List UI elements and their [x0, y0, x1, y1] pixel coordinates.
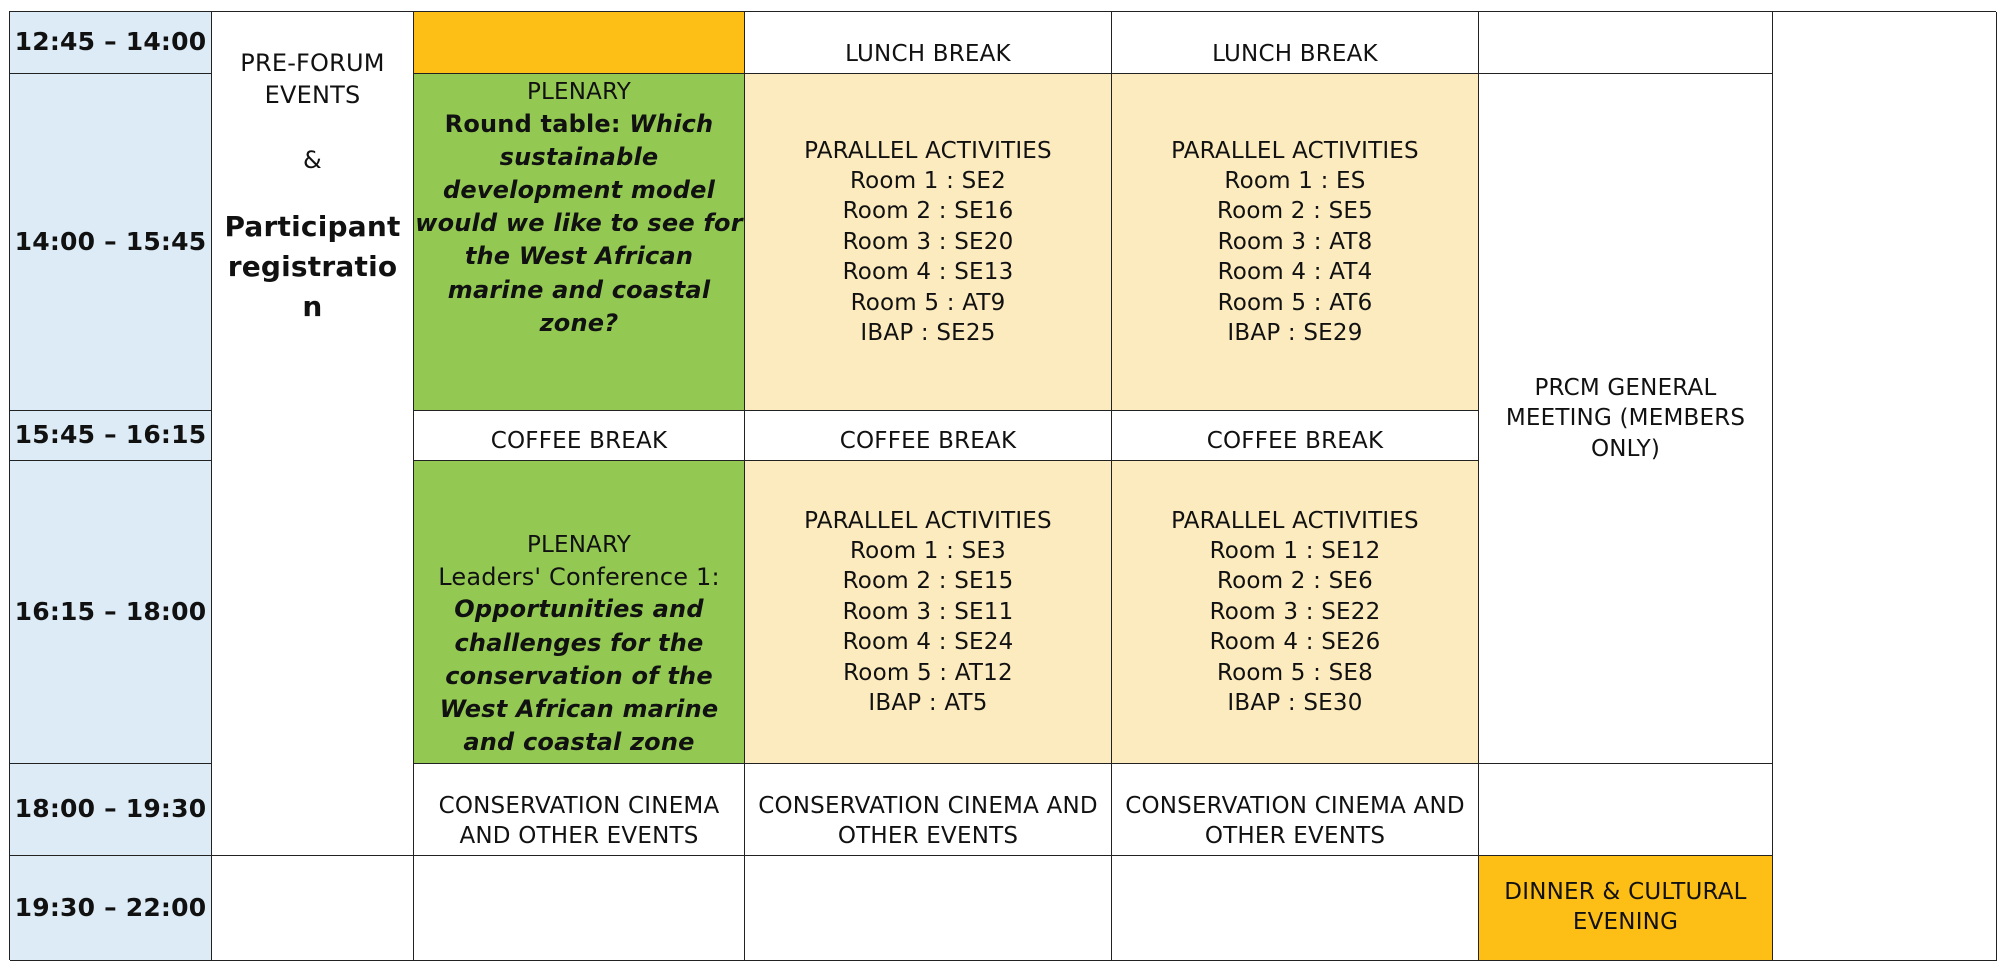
room-assignment: Room 4 : SE24	[842, 629, 1014, 656]
plenary-topic-line: marine and coastal	[447, 275, 711, 304]
plenary-topic-line: zone?	[539, 308, 619, 337]
room-assignment: Room 2 : SE15	[842, 568, 1014, 595]
pre-forum-cell	[212, 12, 414, 856]
room-assignment: Room 3 : SE22	[1209, 598, 1381, 625]
time-slot	[10, 12, 212, 74]
dinner-cell	[1479, 856, 1773, 961]
dinner-label: DINNER & CULTURAL	[1504, 879, 1747, 906]
time-slot	[10, 461, 212, 764]
parallel-title: PARALLEL ACTIVITIES	[804, 137, 1052, 164]
plenary-topic-line: Which	[629, 110, 714, 139]
schedule-grid	[9, 11, 1996, 960]
cinema-label: AND OTHER EVENTS	[459, 823, 699, 850]
parallel-activities-cell	[745, 74, 1112, 411]
cinema-label: OTHER EVENTS	[1204, 823, 1386, 850]
pre-forum-title: EVENTS	[264, 80, 361, 109]
coffee-break-label: COFFEE BREAK	[490, 428, 668, 455]
time-slot	[10, 856, 212, 961]
room-assignment: Room 4 : AT4	[1217, 259, 1373, 286]
lunch-break-cell	[745, 12, 1112, 74]
lunch-break-label: LUNCH BREAK	[1212, 41, 1378, 68]
time-label: 19:30 – 22:00	[14, 892, 207, 922]
cinema-label: CONSERVATION CINEMA AND	[758, 793, 1098, 820]
room-assignment: Room 3 : AT8	[1217, 228, 1373, 255]
empty-cell	[745, 856, 1112, 961]
parallel-activities-cell	[1112, 461, 1479, 764]
general-meeting-label: ONLY)	[1590, 435, 1661, 462]
room-assignment: Room 5 : AT6	[1217, 289, 1373, 316]
registration-label: n	[302, 290, 323, 324]
room-assignment: Room 1 : SE3	[850, 538, 1006, 565]
coffee-break-cell	[414, 411, 745, 461]
room-assignment: IBAP : AT5	[868, 689, 988, 716]
room-assignment: Room 2 : SE6	[1217, 568, 1373, 595]
coffee-break-cell	[745, 411, 1112, 461]
time-slot	[10, 411, 212, 461]
plenary-topic-line: conservation of the	[445, 661, 713, 690]
plenary-topic-line: would we like to see for	[415, 209, 743, 238]
room-assignment: Room 3 : SE20	[842, 228, 1014, 255]
time-slot	[10, 74, 212, 411]
cinema-label: CONSERVATION CINEMA	[438, 793, 720, 820]
room-assignment: IBAP : SE29	[1227, 319, 1363, 346]
highlight-cell	[414, 12, 745, 74]
plenary-topic-line: Opportunities and	[454, 595, 704, 624]
coffee-break-cell	[1112, 411, 1479, 461]
time-label: 14:00 – 15:45	[14, 226, 207, 256]
general-meeting-label: PRCM GENERAL	[1534, 374, 1717, 401]
plenary-topic-line: development model	[442, 176, 716, 205]
parallel-activities-cell	[745, 461, 1112, 764]
room-assignment: Room 1 : ES	[1224, 168, 1366, 195]
ampersand: &	[303, 146, 322, 175]
parallel-title: PARALLEL ACTIVITIES	[804, 507, 1052, 534]
general-meeting-label: MEETING (MEMBERS	[1505, 405, 1746, 432]
room-assignment: Room 4 : SE13	[842, 259, 1014, 286]
coffee-break-label: COFFEE BREAK	[839, 428, 1017, 455]
plenary-topic-line: West African marine	[439, 694, 719, 723]
plenary-prefix: Round table:	[444, 110, 630, 139]
plenary-topic-line: sustainable	[499, 143, 659, 172]
lunch-break-cell	[1112, 12, 1479, 74]
general-meeting-cell	[1479, 74, 1773, 764]
plenary-title: PLENARY	[526, 532, 632, 559]
time-label: 12:45 – 14:00	[14, 27, 207, 57]
room-assignment: Room 4 : SE26	[1209, 629, 1381, 656]
time-label: 16:15 – 18:00	[14, 596, 207, 626]
empty-cell	[1479, 764, 1773, 856]
room-assignment: Room 5 : AT9	[850, 289, 1006, 316]
room-assignment: Room 5 : AT12	[843, 659, 1013, 686]
plenary-title: PLENARY	[526, 79, 632, 105]
plenary-topic-line: and coastal zone	[463, 727, 695, 756]
time-label: 18:00 – 19:30	[14, 794, 207, 824]
registration-label: registratio	[227, 249, 398, 283]
plenary-leaders-cell	[414, 461, 745, 764]
room-assignment: Room 1 : SE12	[1209, 538, 1381, 565]
plenary-topic-line: the West African	[464, 242, 694, 271]
plenary-roundtable-cell	[414, 74, 745, 411]
coffee-break-label: COFFEE BREAK	[1206, 428, 1384, 455]
plenary-subtitle: Leaders' Conference 1:	[438, 563, 720, 592]
dinner-label: EVENING	[1572, 909, 1679, 935]
parallel-title: PARALLEL ACTIVITIES	[1171, 137, 1419, 164]
room-assignment: Room 5 : SE8	[1217, 659, 1373, 686]
cinema-cell	[1112, 764, 1479, 856]
time-slot	[10, 764, 212, 856]
cinema-label: OTHER EVENTS	[837, 823, 1019, 850]
empty-cell	[1479, 12, 1773, 74]
room-assignment: Room 2 : SE5	[1217, 198, 1373, 225]
lunch-break-label: LUNCH BREAK	[845, 41, 1011, 68]
room-assignment: IBAP : SE25	[860, 319, 996, 346]
room-assignment: Room 2 : SE16	[842, 198, 1014, 225]
cinema-cell	[414, 764, 745, 856]
plenary-topic-line: challenges for the	[454, 628, 704, 657]
room-assignment: Room 3 : SE11	[842, 598, 1014, 625]
room-assignment: IBAP : SE30	[1227, 689, 1363, 716]
parallel-activities-cell	[1112, 74, 1479, 411]
time-label: 15:45 – 16:15	[14, 420, 207, 450]
empty-cell	[212, 856, 414, 961]
cinema-cell	[745, 764, 1112, 856]
empty-cell	[1112, 856, 1479, 961]
empty-cell	[414, 856, 745, 961]
parallel-title: PARALLEL ACTIVITIES	[1171, 507, 1419, 534]
pre-forum-title: PRE-FORUM	[240, 49, 385, 77]
room-assignment: Room 1 : SE2	[850, 168, 1006, 195]
cinema-label: CONSERVATION CINEMA AND	[1125, 793, 1465, 820]
registration-label: Participant	[224, 209, 401, 243]
empty-column	[1773, 12, 1997, 961]
